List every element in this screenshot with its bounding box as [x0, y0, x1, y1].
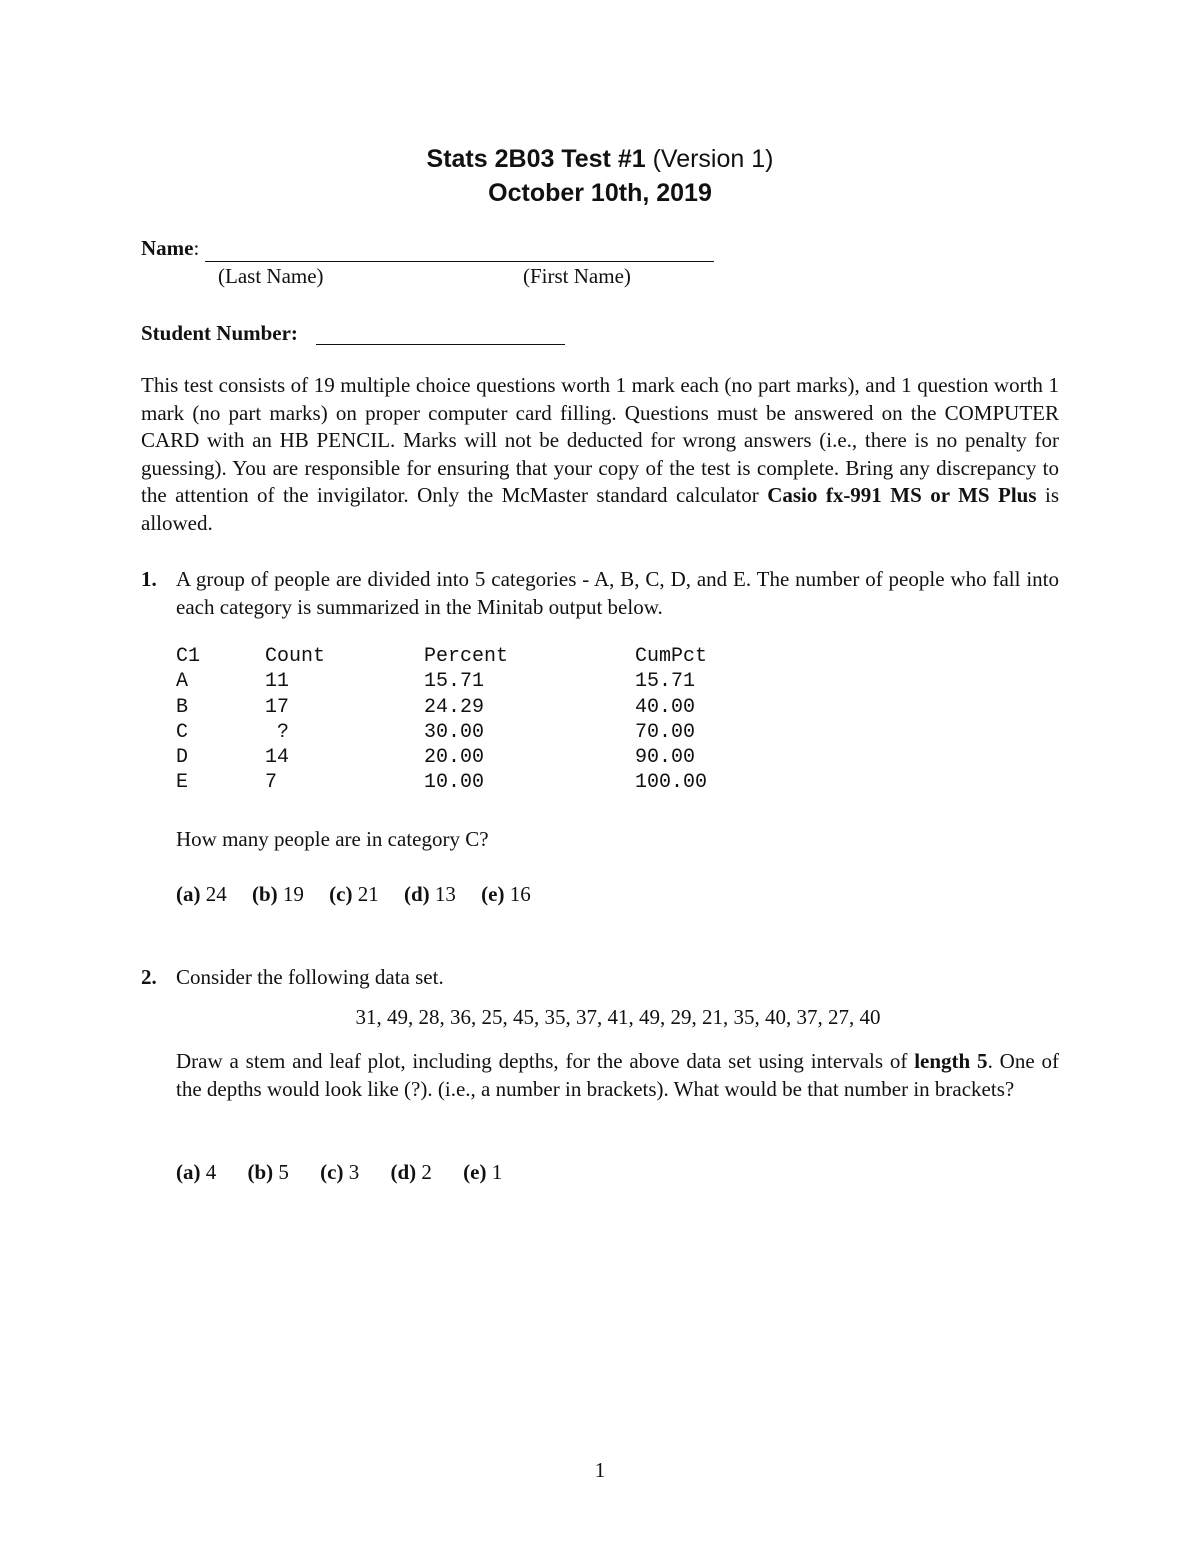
- table-cell: A: [176, 670, 189, 694]
- option-c[interactable]: [329, 881, 379, 909]
- question-1-text: A group of people are divided into 5 categories - A, B, C, D, and E. The number of people who fall into each category is summarized in the Minitab output below.: [176, 567, 1059, 619]
- option-label: (a): [176, 1160, 201, 1184]
- option-b[interactable]: [248, 1159, 289, 1187]
- table-cell: 11: [265, 670, 290, 694]
- table-header: Percent: [424, 645, 509, 668]
- test-date: October 10th, 2019: [488, 179, 712, 207]
- course-test-title: Stats 2B03 Test #1: [426, 145, 646, 173]
- table-cell: 15.71: [424, 670, 485, 694]
- calculator-model: Casio fx-991 MS or MS Plus: [767, 483, 1037, 507]
- option-value: 2: [421, 1160, 432, 1184]
- name-label: [141, 235, 199, 263]
- option-value: 5: [278, 1160, 289, 1184]
- page-number: 1: [594, 1458, 606, 1482]
- table-cell: 30.00: [424, 720, 485, 744]
- question-2-text: Consider the following data set.: [176, 965, 444, 989]
- option-label: (a): [176, 882, 201, 906]
- version-label: (Version 1): [652, 145, 774, 173]
- table-cell: C: [176, 720, 189, 744]
- option-e[interactable]: [481, 881, 531, 909]
- question-2-number: 2.: [141, 965, 157, 989]
- table-cell: 15.71: [635, 670, 696, 694]
- option-c[interactable]: [320, 1159, 359, 1187]
- option-label: (b): [247, 1160, 274, 1184]
- test-title: [0, 143, 1200, 175]
- table-cell: 24.29: [424, 695, 485, 719]
- table-header: CumPct: [635, 645, 708, 668]
- option-value: 19: [282, 882, 304, 906]
- option-value: 4: [205, 1160, 217, 1184]
- table-cell: E: [176, 771, 189, 795]
- option-a[interactable]: [176, 881, 227, 909]
- option-e[interactable]: [463, 1159, 502, 1187]
- question-1-number: 1.: [141, 567, 157, 591]
- table-header: C1: [176, 645, 201, 668]
- table-row: [176, 770, 707, 795]
- question-2-body: [176, 1048, 1059, 1103]
- table-cell: D: [176, 746, 189, 770]
- table-cell: 17: [265, 695, 290, 719]
- student-number-field-line[interactable]: [316, 344, 565, 345]
- option-d[interactable]: [390, 1159, 431, 1187]
- table-header: Count: [265, 645, 326, 668]
- name-field-line[interactable]: [205, 261, 714, 262]
- table-row: [176, 669, 707, 694]
- option-value: 24: [205, 882, 227, 906]
- option-b[interactable]: [252, 881, 304, 909]
- first-name-label: (First Name): [523, 264, 631, 288]
- question-1-options: [176, 881, 551, 909]
- table-cell: 100.00: [635, 771, 708, 795]
- option-a[interactable]: [176, 1159, 216, 1187]
- table-cell: 10.00: [424, 771, 485, 795]
- table-cell: 7: [265, 771, 278, 795]
- table-row: [176, 695, 707, 720]
- option-label: (e): [463, 1160, 487, 1184]
- interval-length: length 5: [914, 1049, 988, 1073]
- table-cell: ?: [265, 720, 290, 744]
- option-value: 21: [357, 882, 379, 906]
- table-cell: B: [176, 695, 189, 719]
- option-value: 16: [509, 882, 531, 906]
- table-row: [176, 720, 707, 745]
- table-row: [176, 745, 707, 770]
- question-2-body-text-end: . One of the depths would look like (?). (i.e., a number in brackets). What would be that number in brackets?: [176, 1049, 1059, 1101]
- name-colon: :: [193, 236, 200, 260]
- table-cell: 20.00: [424, 746, 485, 770]
- question-2-dataset: 31, 49, 28, 36, 25, 45, 35, 37, 41, 49, 29, 21, 35, 40, 37, 27, 40: [355, 1005, 881, 1029]
- table-header-row: [176, 644, 707, 669]
- table-cell: 70.00: [635, 720, 696, 744]
- table-cell: 40.00: [635, 695, 696, 719]
- minitab-output-table: [176, 644, 707, 796]
- option-value: 1: [491, 1160, 503, 1184]
- question-2-body-text: Draw a stem and leaf plot, including depths, for the above data set using intervals of: [176, 1049, 915, 1073]
- instructions-text-end: is allowed.: [141, 483, 1059, 535]
- instructions-paragraph: [141, 372, 1059, 537]
- table-cell: 90.00: [635, 746, 696, 770]
- question-2-options: [176, 1159, 528, 1187]
- option-value: 3: [348, 1160, 360, 1184]
- name-label-text: Name: [141, 236, 194, 260]
- option-label: (d): [390, 1160, 417, 1184]
- option-label: (c): [320, 1160, 344, 1184]
- last-name-label: (Last Name): [218, 264, 324, 288]
- option-label: (d): [403, 882, 430, 906]
- option-label: (b): [252, 882, 278, 906]
- option-d[interactable]: [404, 881, 456, 909]
- option-label: (c): [329, 882, 353, 906]
- instructions-text: This test consists of 19 multiple choice questions worth 1 mark each (no part marks), and 1 question worth 1 mark (no part marks) on proper computer card filling. Questions must be answered on the COMPUTER CARD with an HB PENCIL. Marks will not be deducted for wrong answers (i.e., there is no penalty for guessing). You are responsible for ensuring that your copy of the test is complete. Bring any discrepancy to the attention of the invigilator. Only the McMaster standard calculator: [141, 373, 1059, 507]
- question-1-prompt: How many people are in category C?: [176, 827, 489, 851]
- table-cell: 14: [265, 746, 290, 770]
- option-label: (e): [481, 882, 505, 906]
- option-value: 13: [434, 882, 456, 906]
- student-number-label: Student Number:: [141, 321, 298, 345]
